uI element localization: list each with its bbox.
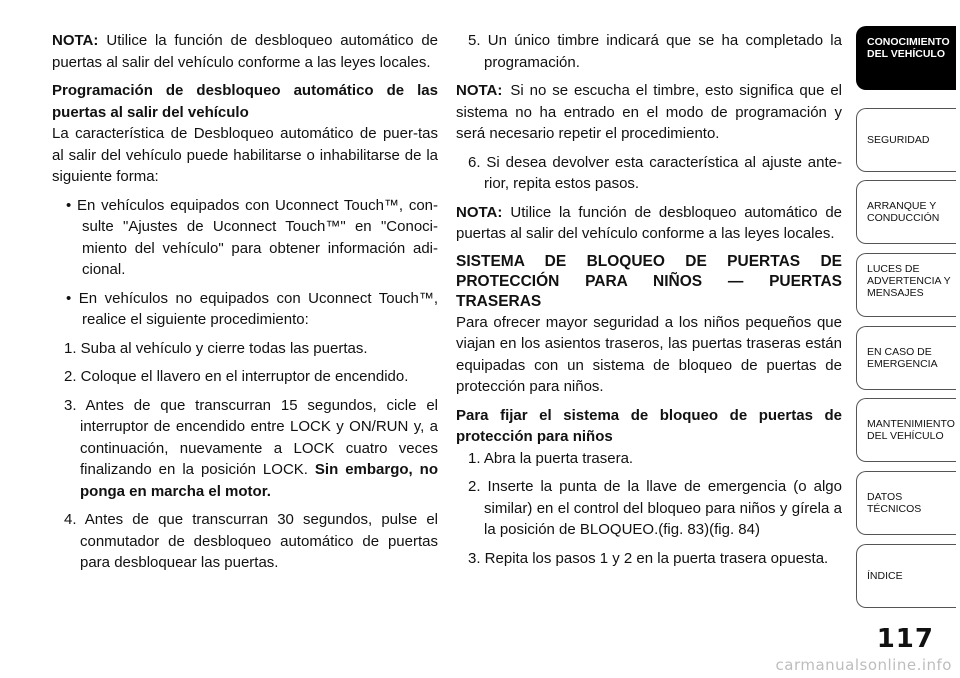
step-2: 2. Coloque el llavero en el interruptor de encendido. bbox=[64, 368, 409, 385]
intro-paragraph: La característica de Desbloqueo automático de puer-tas al salir del vehículo puede habilitarse o inhabilitarse de la siguiente forma: bbox=[52, 125, 438, 185]
nota-label: NOTA: bbox=[52, 32, 99, 49]
step-3 bbox=[52, 395, 438, 503]
nota-label: NOTA: bbox=[456, 203, 503, 221]
tab-luces-de-advertencia[interactable] bbox=[856, 253, 956, 317]
tab-label-line: DEL VEHÍCULO bbox=[867, 48, 945, 60]
step-6: 6. Si desea devolver esta característica al ajuste ante-rior, repita estos pasos. bbox=[468, 153, 842, 192]
tab-label-line: LUCES DE bbox=[867, 263, 920, 275]
tab-indice[interactable] bbox=[856, 544, 956, 608]
nota-text: Utilice la función de desbloqueo automático de puertas al salir del vehículo conforme a las leyes locales. bbox=[456, 203, 842, 242]
chapter-tabs-sidebar bbox=[856, 0, 960, 678]
child-lock-step-1: 1. Abra la puerta trasera. bbox=[468, 449, 634, 467]
left-column bbox=[52, 30, 438, 581]
nota-paragraph-3 bbox=[456, 202, 842, 245]
tab-label-line: CONDUCCIÓN bbox=[867, 212, 940, 224]
tab-arranque-y-conduccion[interactable] bbox=[856, 180, 956, 244]
step-3-warning: Sin embargo, no ponga en marcha el motor. bbox=[80, 461, 439, 500]
step-1: 1. Suba al vehículo y cierre todas las puertas. bbox=[64, 339, 368, 357]
step-3-text: 3. Antes de que transcurran 15 segundos, cicle el interruptor de encendido entre LOCK y ON/RUN y, a continuación, nuevamente a LOCK cuatro veces finalizando en la posición LOCK. bbox=[64, 396, 438, 478]
tab-seguridad[interactable] bbox=[856, 108, 956, 172]
page-number: 117 bbox=[876, 624, 934, 654]
tab-label-line: SEGURIDAD bbox=[867, 134, 930, 146]
child-lock-step-3: 3. Repita los pasos 1 y 2 en la puerta trasera opuesta. bbox=[468, 549, 829, 567]
tab-label-line: EMERGENCIA bbox=[867, 358, 938, 370]
tab-en-caso-de-emergencia[interactable] bbox=[856, 326, 956, 390]
nota-paragraph-1 bbox=[52, 30, 438, 73]
tab-datos-tecnicos[interactable] bbox=[856, 471, 956, 535]
child-lock-step-2: 2. Inserte la punta de la llave de emergencia (o algo similar) en el control del bloqueo para niños y gírela a la posición de BLOQUEO.(fig. 83)(fig. 84) bbox=[468, 478, 842, 538]
right-column bbox=[456, 30, 842, 576]
section-title-child-locks: SISTEMA DE BLOQUEO DE PUERTAS DE PROTECCIÓN PARA NIÑOS — PUERTAS TRASERAS bbox=[456, 252, 842, 310]
nota-label: NOTA: bbox=[456, 82, 503, 99]
tab-label-line: ÍNDICE bbox=[867, 570, 903, 582]
nota-paragraph-2 bbox=[456, 80, 842, 145]
bullet-item-uconnect: • En vehículos equipados con Uconnect Touch™, con-sulte "Ajustes de Uconnect Touch™" en "Conoci-miento del vehículo" para obtener información adi-cional. bbox=[66, 196, 438, 278]
tab-label-line: DEL VEHÍCULO bbox=[867, 430, 944, 442]
step-4: 4. Antes de que transcurran 30 segundos, pulse el conmutador de desbloqueo automático de puertas para desbloquear las puertas. bbox=[64, 511, 438, 571]
nota-text: Si no se escucha el timbre, esto significa que el sistema no ha entrado en el modo de programación y será necesario repetir el procedimiento. bbox=[456, 82, 842, 142]
nota-text: Utilice la función de desbloqueo automático de puertas al salir del vehículo conforme a las leyes locales. bbox=[52, 32, 438, 71]
tab-label-line: MANTENIMIENTO bbox=[867, 418, 955, 430]
step-5: 5. Un único timbre indicará que se ha completado la programación. bbox=[468, 32, 842, 71]
tab-label-line: ADVERTENCIA Y bbox=[867, 275, 951, 287]
tab-label-line: CONOCIMIENTO bbox=[867, 36, 950, 48]
tab-label-line: TÉCNICOS bbox=[867, 503, 922, 515]
tab-mantenimiento-del-vehiculo[interactable] bbox=[856, 398, 956, 462]
subheading-auto-unlock-programming: Programación de desbloqueo automático de las puertas al salir del vehículo bbox=[52, 82, 438, 121]
tab-conocimiento-del-vehiculo[interactable] bbox=[856, 26, 956, 90]
tab-label-line: EN CASO DE bbox=[867, 346, 932, 358]
tab-label-line: DATOS bbox=[867, 491, 903, 503]
tab-label-line: MENSAJES bbox=[867, 287, 924, 299]
subheading-set-child-locks: Para fijar el sistema de bloqueo de puertas de protección para niños bbox=[456, 406, 842, 445]
child-lock-paragraph: Para ofrecer mayor seguridad a los niños pequeños que viajan en los asientos traseros, las puertas traseras están equipadas con un sistema de bloqueo de puertas de protección para niños. bbox=[456, 313, 842, 395]
tab-label-line: ARRANQUE Y bbox=[867, 200, 937, 212]
watermark: carmanualsonline.info bbox=[775, 656, 952, 674]
bullet-item-no-uconnect: • En vehículos no equipados con Uconnect Touch™, realice el siguiente procedimiento: bbox=[66, 289, 438, 328]
